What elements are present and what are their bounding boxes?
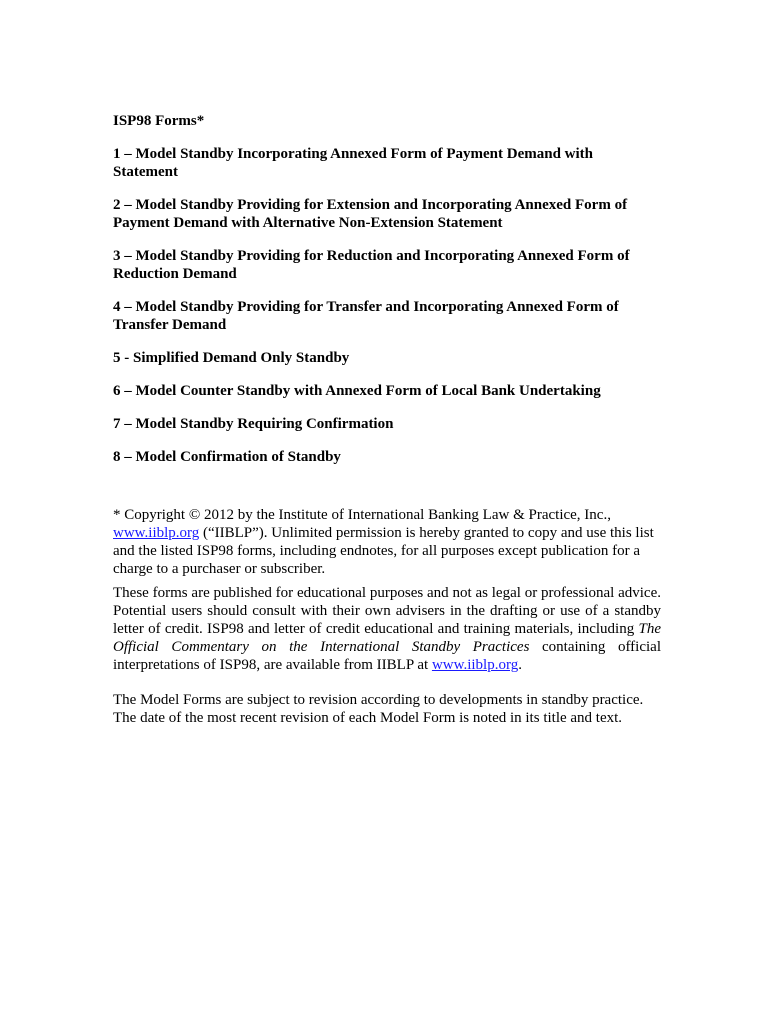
commentary-title: The Official Commentary on the International Standby Practices: [113, 621, 661, 655]
forms-list: [113, 145, 661, 466]
document-title: ISP98 Forms*: [113, 113, 205, 129]
iiblp-link-2[interactable]: www.iiblp.org: [431, 657, 519, 673]
form-item-4: 4 – Model Standby Providing for Transfer and Incorporating Annexed Form of Transfer Demand: [113, 299, 619, 333]
educational-notice: [113, 584, 661, 674]
form-item-8: 8 – Model Confirmation of Standby: [113, 449, 341, 465]
form-item-1: 1 – Model Standby Incorporating Annexed Form of Payment Demand with Statement: [113, 146, 594, 180]
form-item-3: 3 – Model Standby Providing for Reduction and Incorporating Annexed Form of Reduction Demand: [113, 248, 630, 282]
form-item-2: 2 – Model Standby Providing for Extension and Incorporating Annexed Form of Payment Demand with Alternative Non-Extension Statement: [113, 197, 628, 231]
copyright-notice: [113, 506, 661, 578]
revision-notice: The Model Forms are subject to revision according to developments in standby practice. The date of the most recent revision of each Model Form is noted in its title and text.: [113, 692, 644, 726]
educational-middle: containing official interpretations of ISP98, are available from IIBLP at: [113, 639, 661, 673]
educational-prefix: These forms are published for educational purposes and not as legal or professional advice. Potential users should consult with their own advisers in the drafting or use of a standby letter of credit. ISP98 and letter of credit educational and training materials, including: [113, 585, 661, 637]
copyright-prefix: * Copyright © 2012 by the Institute of International Banking Law & Practice, Inc.,: [113, 507, 611, 523]
document-page: [113, 112, 661, 733]
notes-section: [113, 506, 661, 727]
educational-suffix: .: [518, 657, 522, 673]
form-item-5: 5 - Simplified Demand Only Standby: [113, 350, 350, 366]
iiblp-link[interactable]: www.iiblp.org: [113, 525, 200, 541]
copyright-suffix: (“IIBLP”). Unlimited permission is hereby granted to copy and use this list and the listed ISP98 forms, including endnotes, for all purposes except publication for a charge to a purchaser or subscriber.: [113, 525, 654, 577]
form-item-6: 6 – Model Counter Standby with Annexed Form of Local Bank Undertaking: [113, 383, 601, 399]
form-item-7: 7 – Model Standby Requiring Confirmation: [113, 416, 394, 432]
